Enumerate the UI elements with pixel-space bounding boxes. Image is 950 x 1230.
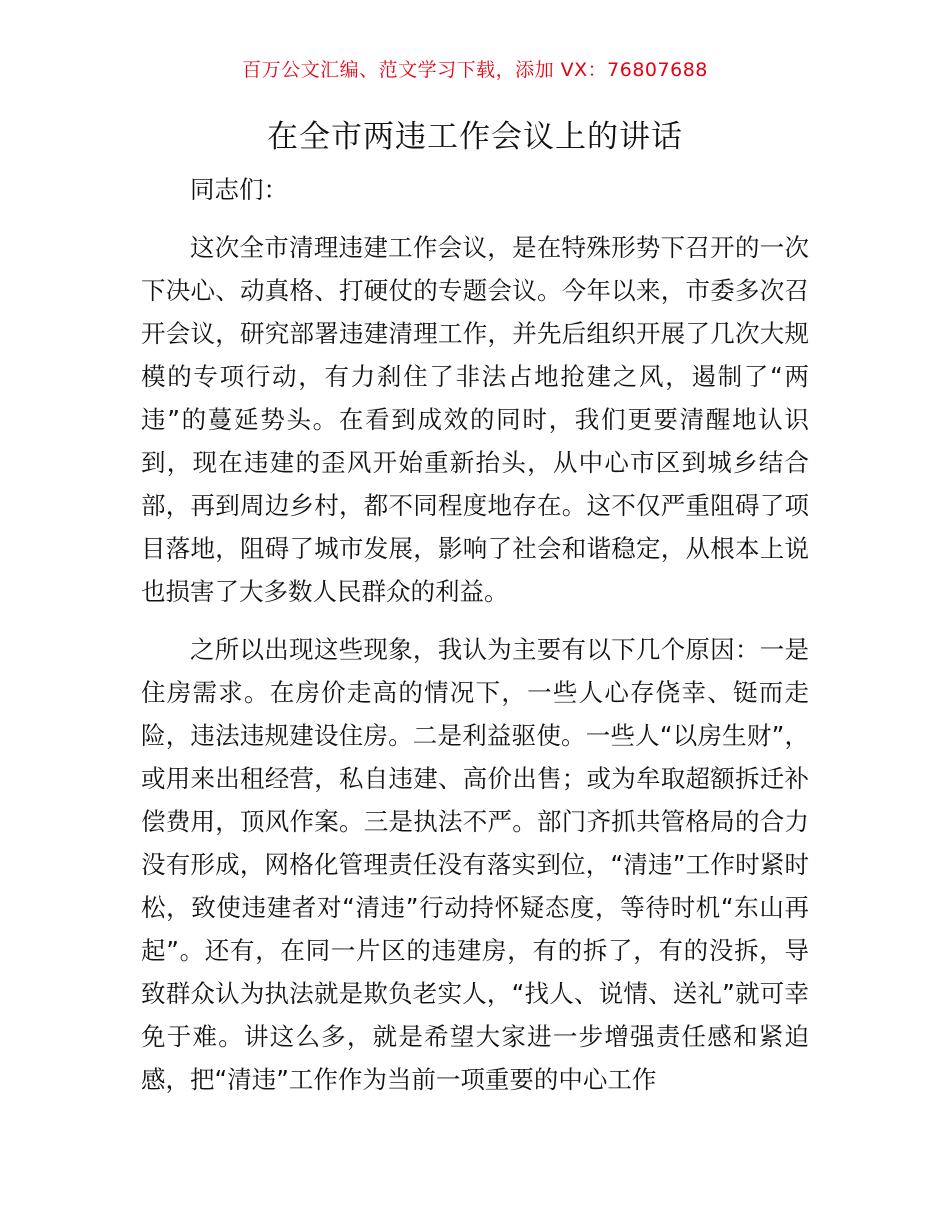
document-body [141, 168, 809, 1101]
paragraph-2: 之所以出现这些现象，我认为主要有以下几个原因：一是住房需求。在房价走高的情况下，一些人心存侥幸、铤而走险，违法违规建设住房。二是利益驱使。一些人“以房生财”，或用来出租经营，私自违建、高价出售；或为牟取超额拆迁补偿费用，顶风作案。三是执法不严。部门齐抓共管格局的合力没有形成，网格化管理责任没有落实到位，“清违”工作时紧时松，致使违建者对“清违”行动持怀疑态度，等待时机“东山再起”。还有，在同一片区的违建房，有的拆了，有的没拆，导致群众认为执法就是欺负老实人，“找人、说情、送礼”就可幸免于难。讲这么多，就是希望大家进一步增强责任感和紧迫感，把“清违”工作作为当前一项重要的中心工作 [141, 635, 809, 1094]
salutation: 同志们： [190, 175, 288, 204]
header-banner: 百万公文汇编、范文学习下载，添加 VX：76807688 [242, 59, 708, 81]
paragraph-1: 这次全市清理违建工作会议，是在特殊形势下召开的一次下决心、动真格、打硬仗的专题会议。今年以来，市委多次召开会议，研究部署违建清理工作，并先后组织开展了几次大规模的专项行动，有力刹住了非法占地抢建之风，遏制了“两违”的蔓延势头。在看到成效的同时，我们更要清醒地认识到，现在违建的歪风开始重新抬头，从中心市区到城乡结合部，再到周边乡村，都不同程度地存在。这不仅严重阻碍了项目落地，阻碍了城市发展，影响了社会和谐稳定，从根本上说也损害了大多数人民群众的利益。 [141, 233, 809, 606]
page-title: 在全市两违工作会议上的讲话 [267, 119, 683, 155]
